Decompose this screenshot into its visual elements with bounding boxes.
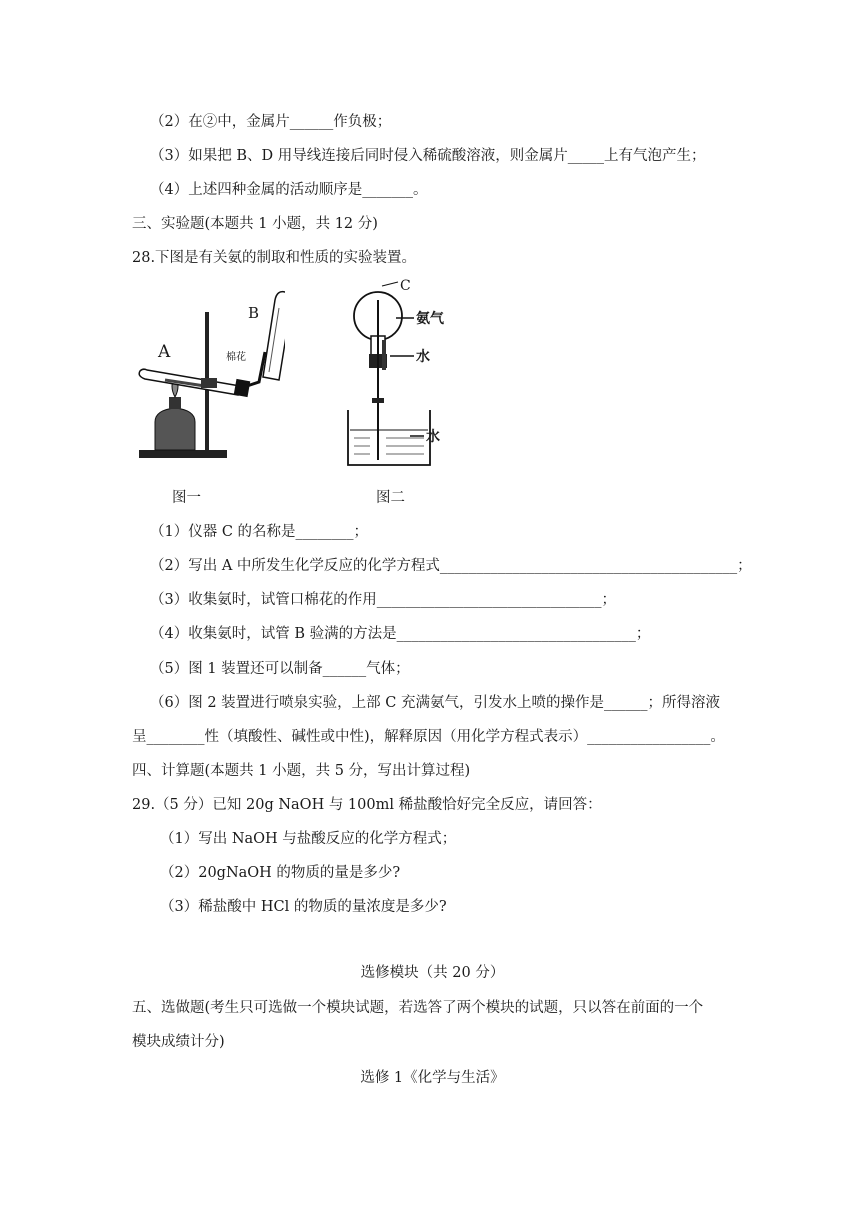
section-5-heading-line1: 五、选做题(考生只可选做一个模块试题，若选答了两个模块的试题，只以答在前面的一个 [132, 1000, 704, 1016]
q28-part2: （2）写出 A 中所发生化学反应的化学方程式_________________________________________； [150, 558, 752, 574]
q29-part2: （2）20gNaOH 的物质的量是多少? [160, 865, 401, 881]
q28-part4: （4）收集氨时，试管 B 验满的方法是_________________________________； [150, 626, 651, 642]
q29-part1: （1）写出 NaOH 与盐酸反应的化学方程式； [160, 831, 457, 847]
q27-part3: （3）如果把 B、D 用导线连接后同时侵入稀硫酸溶液，则金属片_____上有气泡产生； [150, 148, 706, 164]
label-water-bottom: 水 [426, 429, 440, 445]
section-3-heading: 三、实验题(本题共 1 小题，共 12 分) [132, 216, 378, 232]
alcohol-lamp [155, 408, 195, 450]
q28-part6-line1: （6）图 2 装置进行喷泉实验，上部 C 充满氨气，引发水上喷的操作是______；所得溶液 [150, 695, 720, 711]
stand-base [139, 450, 227, 458]
test-tube-a [139, 369, 240, 395]
q28-part3: （3）收集氨时，试管口棉花的作用_______________________________； [150, 592, 616, 608]
q27-part2: （2）在②中，金属片______作负极； [150, 114, 392, 130]
label-cotton: 棉花 [226, 352, 246, 363]
section-5-heading-line2: 模块成绩计分) [132, 1034, 225, 1050]
q27-part4: （4）上述四种金属的活动顺序是_______。 [150, 182, 428, 198]
figure-1-caption: 图一 [172, 490, 201, 506]
figure-2-caption: 图二 [376, 490, 405, 506]
question-29-stem: 29.（5 分）已知 20g NaOH 与 100ml 稀盐酸恰好完全反应，请回答： [132, 797, 602, 813]
label-b: B [248, 304, 260, 322]
figure-1-diagram [135, 282, 285, 467]
test-tube-b [263, 292, 285, 380]
section-4-heading: 四、计算题(本题共 1 小题，共 5 分，写出计算过程) [132, 763, 471, 779]
label-c: C [400, 278, 411, 294]
label-a: A [158, 342, 171, 362]
q28-part1: （1）仪器 C 的名称是________； [150, 524, 369, 540]
label-ammonia: 氨气 [416, 311, 444, 327]
elective-title: 选修模块（共 20 分） [360, 965, 505, 981]
q29-part3: （3）稀盐酸中 HCl 的物质的量浓度是多少? [160, 899, 447, 915]
q28-part6-line2: 呈________性（填酸性、碱性或中性)，解释原因（用化学方程式表示）_________________。 [132, 729, 725, 745]
label-water-top: 水 [416, 349, 430, 365]
q28-part5: （5）图 1 装置还可以制备______气体； [150, 661, 410, 677]
module-1-title: 选修 1《化学与生活》 [360, 1070, 505, 1086]
question-28-stem: 28.下图是有关氨的制取和性质的实验装置。 [132, 250, 417, 266]
